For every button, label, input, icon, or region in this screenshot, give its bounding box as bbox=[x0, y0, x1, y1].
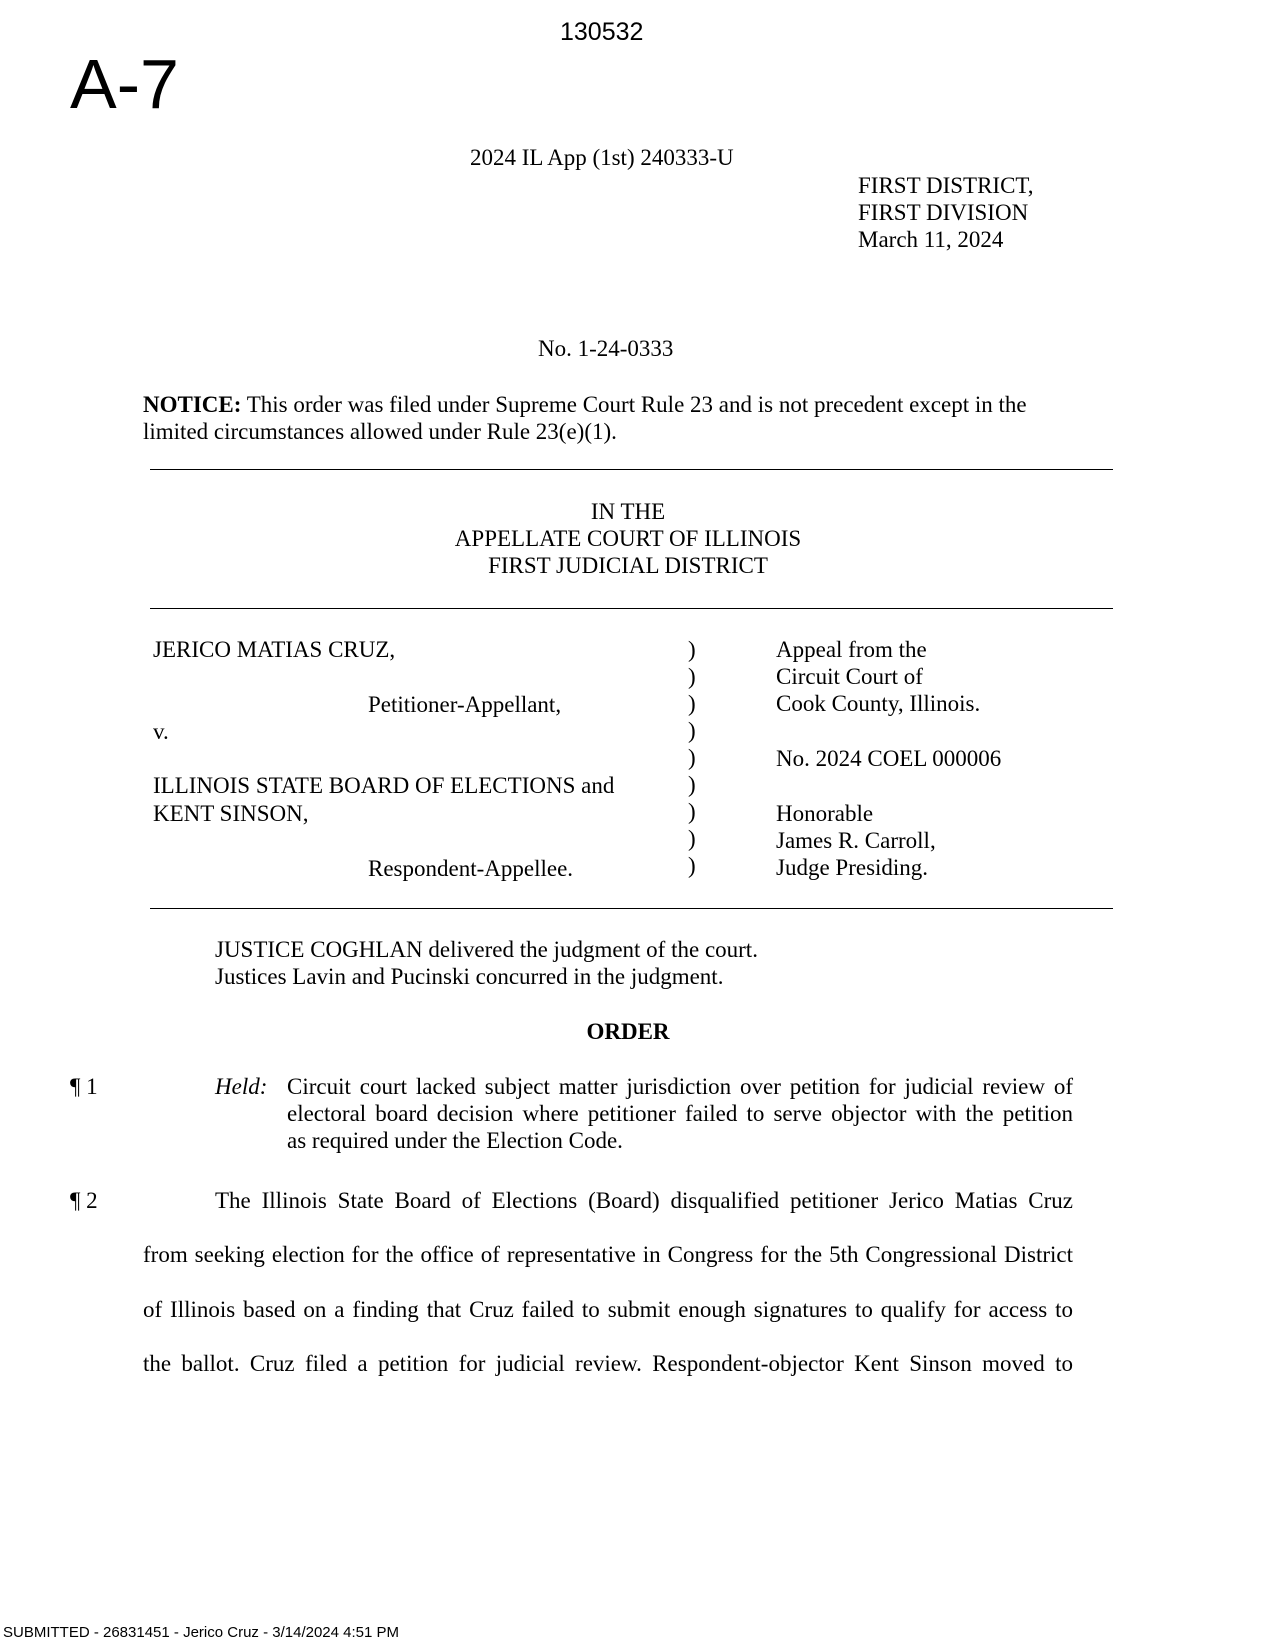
paragraph-2-line-1: The Illinois State Board of Elections (Board) disqualified petitioner Jerico Matias Cruz bbox=[215, 1188, 1073, 1213]
appeal-line: Circuit Court of bbox=[776, 664, 923, 689]
judge-line: James R. Carroll, bbox=[776, 828, 936, 853]
appeal-line: Cook County, Illinois. bbox=[776, 691, 981, 716]
petitioner-role: Petitioner-Appellant, bbox=[368, 692, 562, 717]
document-number: 130532 bbox=[560, 18, 644, 46]
court-heading-line: IN THE bbox=[590, 499, 666, 524]
court-heading-line: APPELLATE COURT OF ILLINOIS bbox=[454, 526, 802, 551]
respondent-name-line-1: ILLINOIS STATE BOARD OF ELECTIONS and bbox=[153, 773, 615, 798]
divider-line bbox=[150, 469, 1113, 470]
paragraph-2-line-3: of Illinois based on a finding that Cruz failed to submit enough signatures to qualify for access to bbox=[143, 1297, 1073, 1322]
paren: ) bbox=[688, 853, 696, 878]
presiding-judge bbox=[776, 800, 936, 881]
district-block bbox=[858, 172, 1034, 253]
district-line: FIRST DISTRICT, bbox=[858, 173, 1034, 198]
versus: v. bbox=[153, 719, 169, 744]
submission-stamp: SUBMITTED - 26831451 - Jerico Cruz - 3/14/2024 4:51 PM bbox=[3, 1624, 400, 1641]
judge-line: Honorable bbox=[776, 801, 874, 826]
paren: ) bbox=[688, 691, 696, 716]
divider-line bbox=[150, 908, 1113, 909]
divider-line bbox=[150, 608, 1113, 609]
caption-parens bbox=[688, 636, 696, 879]
paren: ) bbox=[688, 718, 696, 743]
respondent-role: Respondent-Appellee. bbox=[368, 856, 574, 881]
held-line-3: as required under the Election Code. bbox=[287, 1128, 623, 1153]
held-line-2: electoral board decision where petitioner failed to serve objector with the petition bbox=[287, 1101, 1073, 1126]
case-number: No. 1-24-0333 bbox=[538, 336, 674, 361]
appendix-label: A-7 bbox=[70, 45, 179, 123]
notice-line-2: limited circumstances allowed under Rule 23(e)(1). bbox=[143, 419, 617, 444]
filing-date: March 11, 2024 bbox=[858, 227, 1004, 252]
division-line: FIRST DIVISION bbox=[858, 200, 1029, 225]
lower-court-case-number: No. 2024 COEL 000006 bbox=[776, 746, 1002, 771]
notice-line-1 bbox=[143, 391, 1027, 418]
notice-text: This order was filed under Supreme Court Rule 23 and is not precedent except in the bbox=[241, 392, 1027, 417]
paren: ) bbox=[688, 772, 696, 797]
court-heading bbox=[143, 498, 1113, 579]
court-heading-line: FIRST JUDICIAL DISTRICT bbox=[488, 553, 768, 578]
paren: ) bbox=[688, 826, 696, 851]
paren: ) bbox=[688, 745, 696, 770]
respondent-name-line-2: KENT SINSON, bbox=[153, 801, 309, 826]
judge-line: Judge Presiding. bbox=[776, 855, 929, 880]
held-line-1: Circuit court lacked subject matter jurisdiction over petition for judicial review of bbox=[287, 1074, 1073, 1099]
justices-line-2: Justices Lavin and Pucinski concurred in the judgment. bbox=[215, 964, 724, 989]
justices-line-1: JUSTICE COGHLAN delivered the judgment of the court. bbox=[215, 937, 758, 962]
petitioner-name: JERICO MATIAS CRUZ, bbox=[153, 637, 396, 662]
order-heading: ORDER bbox=[586, 1019, 670, 1044]
paragraph-2-line-4: the ballot. Cruz filed a petition for judicial review. Respondent-objector Kent Sinson moved to bbox=[143, 1351, 1073, 1376]
paragraph-mark-2: ¶ 2 bbox=[70, 1188, 98, 1213]
held-label: Held: bbox=[215, 1074, 268, 1099]
appeal-line: Appeal from the bbox=[776, 637, 927, 662]
paren: ) bbox=[688, 664, 696, 689]
appeal-origin bbox=[776, 636, 980, 717]
paragraph-2-line-2: from seeking election for the office of representative in Congress for the 5th Congressional District bbox=[143, 1242, 1073, 1267]
citation: 2024 IL App (1st) 240333-U bbox=[470, 145, 734, 170]
paren: ) bbox=[688, 637, 696, 662]
paragraph-mark-1: ¶ 1 bbox=[70, 1074, 98, 1099]
paren: ) bbox=[688, 799, 696, 824]
notice-label: NOTICE: bbox=[143, 392, 242, 417]
